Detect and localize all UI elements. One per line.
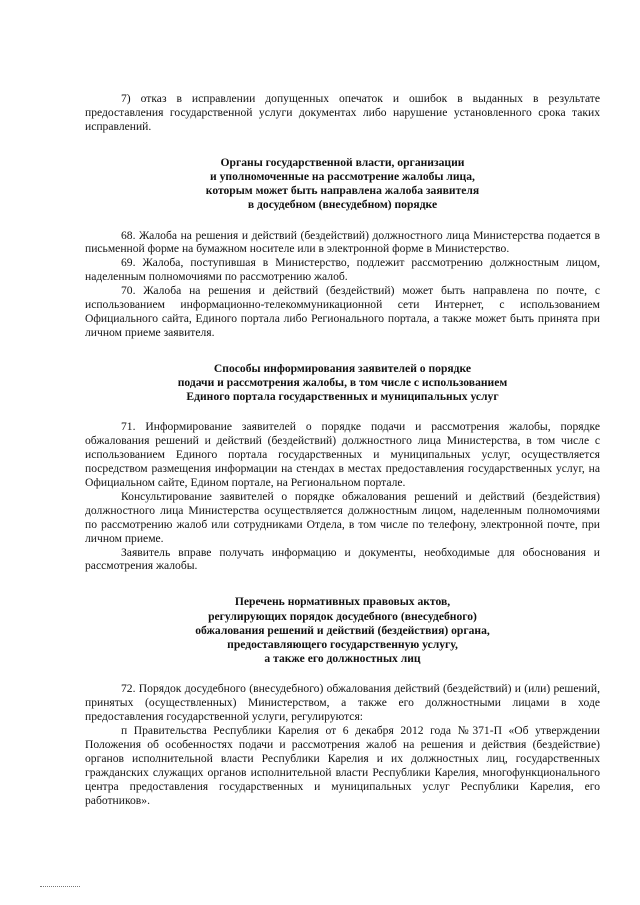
heading-informing-methods [85, 362, 600, 405]
heading-complaint-bodies [85, 156, 600, 213]
paragraph-71-consulting: Консультирование заявителей о порядке обжалования решений и действий (бездействия) должностного лица Министерства осуществляется должностным лицом, наделенным полномочиями по рассмотрению жалоб или сотрудниками Отдела, в том числе по телефону, электронной почте, при личном приеме. [85, 489, 600, 545]
paragraph-item-7: 7) отказ в исправлении допущенных опечаток и ошибок в выданных в результате предоставления государственной услуги документах либо нарушение установленного срока таких исправлений. [85, 92, 600, 133]
heading-line: предоставляющего государственную услугу, [227, 637, 458, 651]
heading-line: подачи и рассмотрения жалобы, в том числе с использованием [177, 375, 508, 389]
heading-line: Способы информирования заявителей о порядке [213, 361, 472, 375]
paragraph-70: 70. Жалоба на решения и действий (бездействий) может быть направлена по почте, с использованием информационно-телекоммуникационной сети Интернет, с использованием Официального сайта, Единого портала либо Регионального портала, а также может быть принята при личном приеме заявителя. [85, 284, 600, 339]
paragraph-68: 68. Жалоба на решения и действий (бездействий) должностного лица Министерства подается в письменной форме на бумажном носителе или в электронной форме в Министерство. [85, 228, 600, 256]
scan-artifact [40, 886, 80, 888]
document-body [85, 92, 600, 808]
heading-line: которым может быть направлена жалоба заявителя [205, 184, 480, 198]
heading-line: а также его должностных лиц [264, 652, 421, 666]
paragraph-69: 69. Жалоба, поступившая в Министерство, подлежит рассмотрению должностным лицом, наделенным полномочиями по рассмотрению жалоб. [85, 256, 600, 284]
heading-regulatory-acts [85, 595, 600, 666]
paragraph-71-applicant-rights: Заявитель вправе получать информацию и документы, необходимые для обоснования и рассмотрения жалобы. [85, 545, 600, 573]
heading-line: обжалования решений и действий (бездействия) органа, [195, 623, 490, 637]
heading-line: регулирующих порядок досудебного (внесудебного) [208, 609, 477, 623]
heading-line: Органы государственной власти, организации [220, 155, 465, 169]
heading-line: Единого портала государственных и муниципальных услуг [186, 390, 499, 404]
paragraph-72: 72. Порядок досудебного (внесудебного) обжалования действий (бездействий) и (или) решений, принятых (осуществленных) Министерством, а также его должностными лицами в ходе предоставления государственной услуги, регулируются: [85, 682, 600, 724]
heading-line: и уполномоченные на рассмотрение жалобы лица, [210, 169, 475, 183]
paragraph-71: 71. Информирование заявителей о порядке подачи и рассмотрения жалобы, порядке обжалования решений и действий (бездействий) должностного лица Министерства, в том числе с использованием Единого портала государственных и муниципальных услуг, осуществляется посредством размещения информации на стендах в местах предоставления государственных услуг, на Официальном сайте, Едином портале, на Региональном портале. [85, 420, 600, 490]
paragraph-72-resolution: п Правительства Республики Карелия от 6 декабря 2012 года №371-П «Об утверждении Положения об особенностях подачи и рассмотрения жалоб на решения и действия (бездействие) органов исполнительной власти Республики Карелия и их должностных лиц, государственных гражданских служащих органов исполнительной власти Республики Карелия, многофункционального центра предоставления государственных и муниципальных услуг Республики Карелия, его работников». [85, 724, 600, 807]
heading-line: Перечень нормативных правовых актов, [234, 595, 451, 609]
heading-line: в досудебном (внесудебном) порядке [247, 198, 438, 212]
